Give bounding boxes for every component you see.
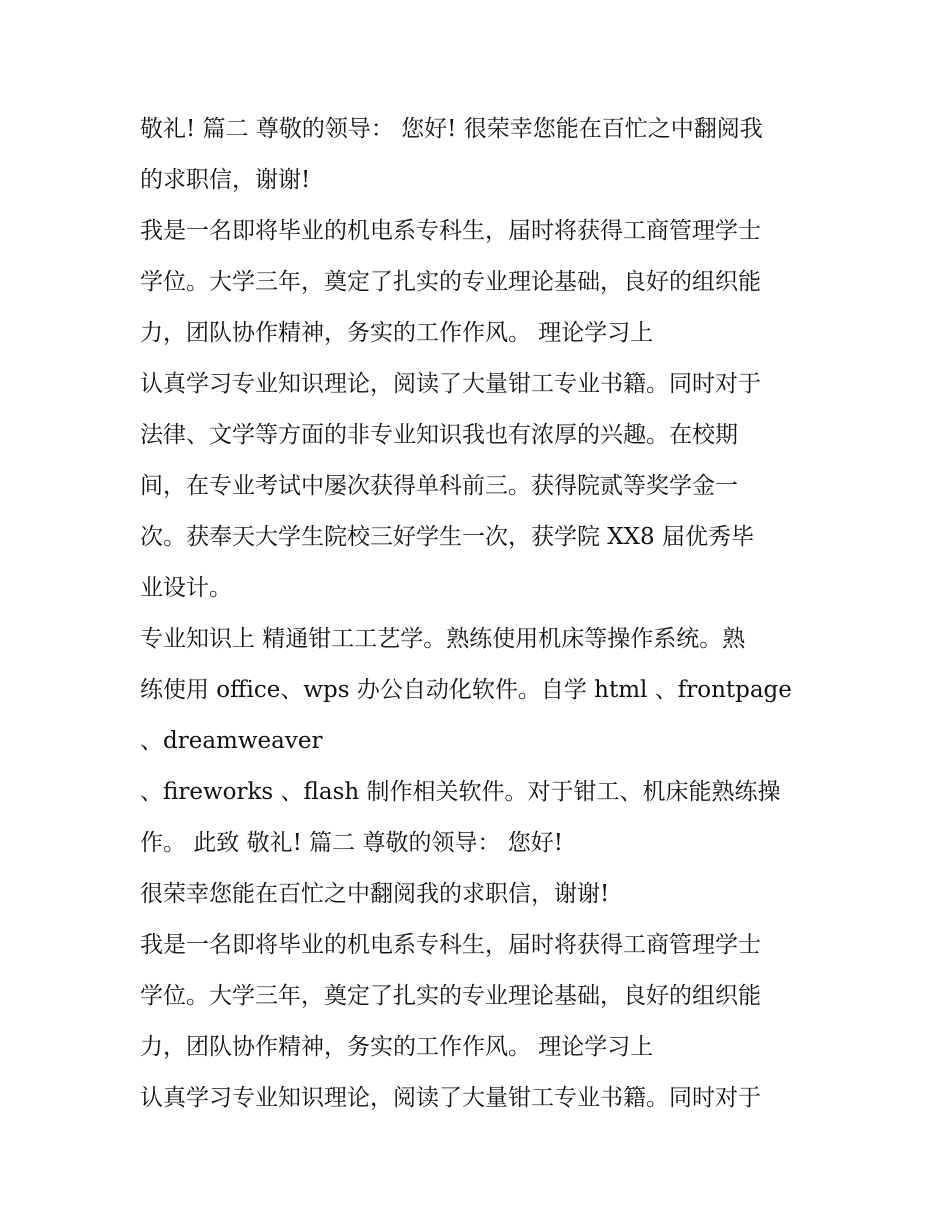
text-line: 很荣幸您能在百忙之中翻阅我的求职信，谢谢!: [140, 881, 610, 907]
text-line: 业设计。: [140, 575, 232, 601]
text-line: 、dreamweaver: [140, 728, 323, 754]
text-line: 学位。大学三年，奠定了扎实的专业理论基础，良好的组织能: [140, 269, 761, 295]
text-line: 、fireworks 、flash 制作相关软件。对于钳工、机床能熟练操: [140, 779, 781, 805]
text-line: 我是一名即将毕业的机电系专科生，届时将获得工商管理学士: [140, 218, 761, 244]
text-line: 专业知识上 精通钳工工艺学。熟练使用机床等操作系统。熟: [140, 626, 746, 652]
text-line: 我是一名即将毕业的机电系专科生，届时将获得工商管理学士: [140, 932, 761, 958]
text-line: 力，团队协作精神，务实的工作作风。 理论学习上: [140, 1034, 654, 1060]
text-line: 间，在专业考试中屡次获得单科前三。获得院贰等奖学金一: [140, 473, 738, 499]
text-line: 作。 此致 敬礼! 篇二 尊敬的领导： 您好!: [140, 830, 564, 856]
text-line: 学位。大学三年，奠定了扎实的专业理论基础，良好的组织能: [140, 983, 761, 1009]
text-line: 认真学习专业知识理论，阅读了大量钳工专业书籍。同时对于: [140, 371, 761, 397]
text-line: 法律、文学等方面的非专业知识我也有浓厚的兴趣。在校期: [140, 422, 738, 448]
text-line: 练使用 office、wps 办公自动化软件。自学 html 、frontpage: [140, 677, 792, 703]
text-line: 次。获奉天大学生院校三好学生一次，获学院 XX8 届优秀毕: [140, 524, 755, 550]
text-line: 的求职信，谢谢!: [140, 167, 311, 193]
document-text: [140, 104, 830, 1124]
text-line: 力，团队协作精神，务实的工作作风。 理论学习上: [140, 320, 654, 346]
text-line: 敬礼! 篇二 尊敬的领导： 您好! 很荣幸您能在百忙之中翻阅我: [140, 116, 763, 142]
text-line: 认真学习专业知识理论，阅读了大量钳工专业书籍。同时对于: [140, 1085, 761, 1111]
